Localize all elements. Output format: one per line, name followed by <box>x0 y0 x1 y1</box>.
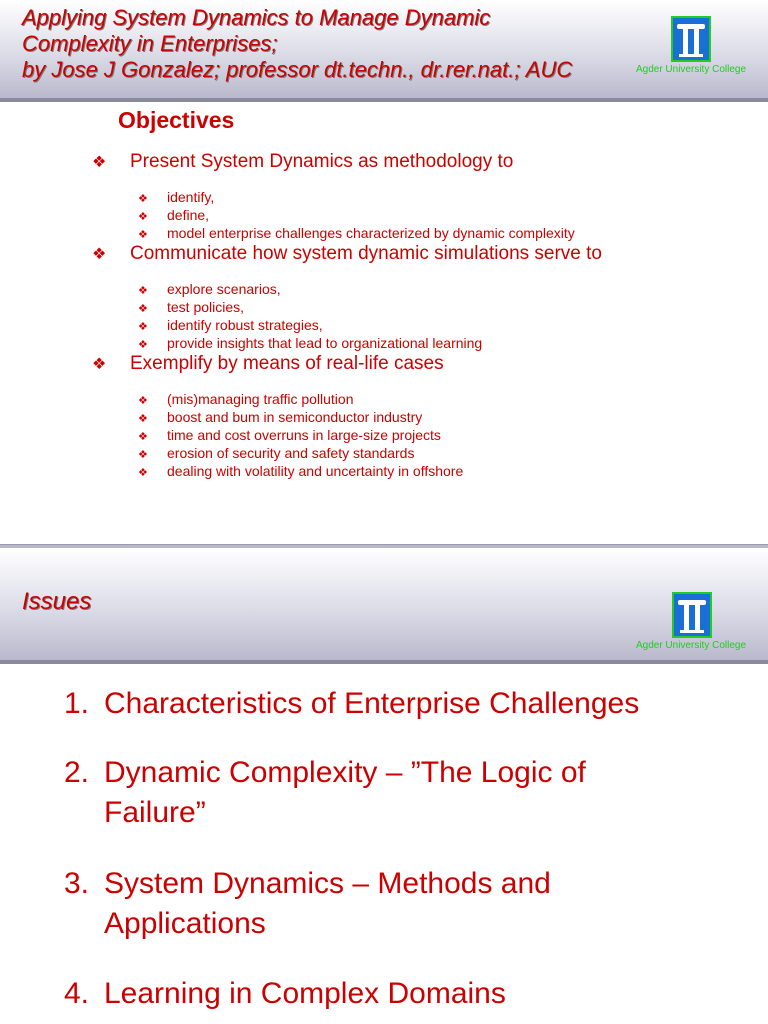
title-line: by Jose J Gonzalez; professor dt.techn., dr.rer.nat.; AUC <box>22 57 573 82</box>
sub-item-text: time and cost overruns in large-size projects <box>167 427 441 443</box>
sub-item-text: model enterprise challenges characterized by dynamic complexity <box>167 225 575 241</box>
objective-item <box>92 353 444 375</box>
issue-text: System Dynamics – Methods and Applications <box>104 867 551 940</box>
sub-item <box>138 225 575 241</box>
diamond-bullet-icon: ❖ <box>138 193 148 205</box>
header-divider <box>0 98 768 102</box>
title-line: Complexity in Enterprises; <box>22 31 278 56</box>
sub-item-text: boost and bum in semiconductor industry <box>167 409 423 425</box>
university-logo-icon <box>672 592 712 638</box>
sub-item <box>138 317 323 333</box>
sub-item <box>138 427 441 443</box>
sub-item <box>138 189 214 205</box>
sub-item <box>138 281 281 297</box>
sub-item-text: erosion of security and safety standards <box>167 445 415 461</box>
sub-item <box>138 207 209 223</box>
objective-item <box>92 151 513 173</box>
diamond-bullet-icon: ❖ <box>92 246 107 263</box>
diamond-bullet-icon: ❖ <box>138 395 148 407</box>
diamond-bullet-icon: ❖ <box>138 303 148 315</box>
diamond-bullet-icon: ❖ <box>138 413 148 425</box>
sub-item <box>138 299 244 315</box>
diamond-bullet-icon: ❖ <box>138 211 148 223</box>
sub-item-text: provide insights that lead to organizational learning <box>167 335 483 351</box>
sub-item <box>138 335 482 351</box>
sub-item-text: (mis)managing traffic pollution <box>167 391 354 407</box>
diamond-bullet-icon: ❖ <box>138 467 148 479</box>
slide-header <box>0 548 768 660</box>
slide-issues <box>0 548 768 1024</box>
issue-number: 1. <box>64 687 90 720</box>
logo-caption: Agder University College <box>635 64 747 75</box>
issue-item <box>64 864 644 944</box>
sub-item-text: identify, <box>167 189 215 205</box>
issue-number: 2. <box>64 756 90 789</box>
issue-text: Learning in Complex Domains <box>104 977 506 1010</box>
sub-item-text: test policies, <box>167 299 245 315</box>
sub-item <box>138 463 463 479</box>
sub-item <box>138 409 422 425</box>
slide-title <box>22 5 572 83</box>
objective-label: Communicate how system dynamic simulations serve to <box>130 243 603 264</box>
issue-text: Characteristics of Enterprise Challenges <box>104 687 640 720</box>
sub-item <box>138 445 414 461</box>
diamond-bullet-icon: ❖ <box>92 356 107 373</box>
objective-item <box>92 243 602 265</box>
diamond-bullet-icon: ❖ <box>138 229 148 241</box>
issue-number: 3. <box>64 867 90 900</box>
slide-title: Issues <box>22 588 92 615</box>
diamond-bullet-icon: ❖ <box>138 431 148 443</box>
diamond-bullet-icon: ❖ <box>92 154 107 171</box>
issue-item <box>64 974 724 1014</box>
objective-label: Exemplify by means of real-life cases <box>130 353 444 374</box>
sub-item-text: identify robust strategies, <box>167 317 323 333</box>
logo-caption: Agder University College <box>635 640 747 651</box>
issue-item <box>64 684 724 724</box>
sub-item-text: dealing with volatility and uncertainty in offshore <box>167 463 464 479</box>
issue-number: 4. <box>64 977 90 1010</box>
title-line: Applying System Dynamics to Manage Dynamic <box>22 5 491 30</box>
slide-header <box>0 0 768 98</box>
diamond-bullet-icon: ❖ <box>138 339 148 351</box>
diamond-bullet-icon: ❖ <box>138 449 148 461</box>
sub-item <box>138 391 354 407</box>
diamond-bullet-icon: ❖ <box>138 285 148 297</box>
objective-label: Present System Dynamics as methodology to <box>130 151 514 172</box>
diamond-bullet-icon: ❖ <box>138 321 148 333</box>
university-logo-icon <box>671 16 711 62</box>
section-heading: Objectives <box>118 107 235 133</box>
issue-text: Dynamic Complexity – ”The Logic of Failure” <box>104 756 586 829</box>
header-divider <box>0 660 768 664</box>
sub-item-text: explore scenarios, <box>167 281 281 297</box>
sub-item-text: define, <box>167 207 210 223</box>
issue-item <box>64 753 684 833</box>
